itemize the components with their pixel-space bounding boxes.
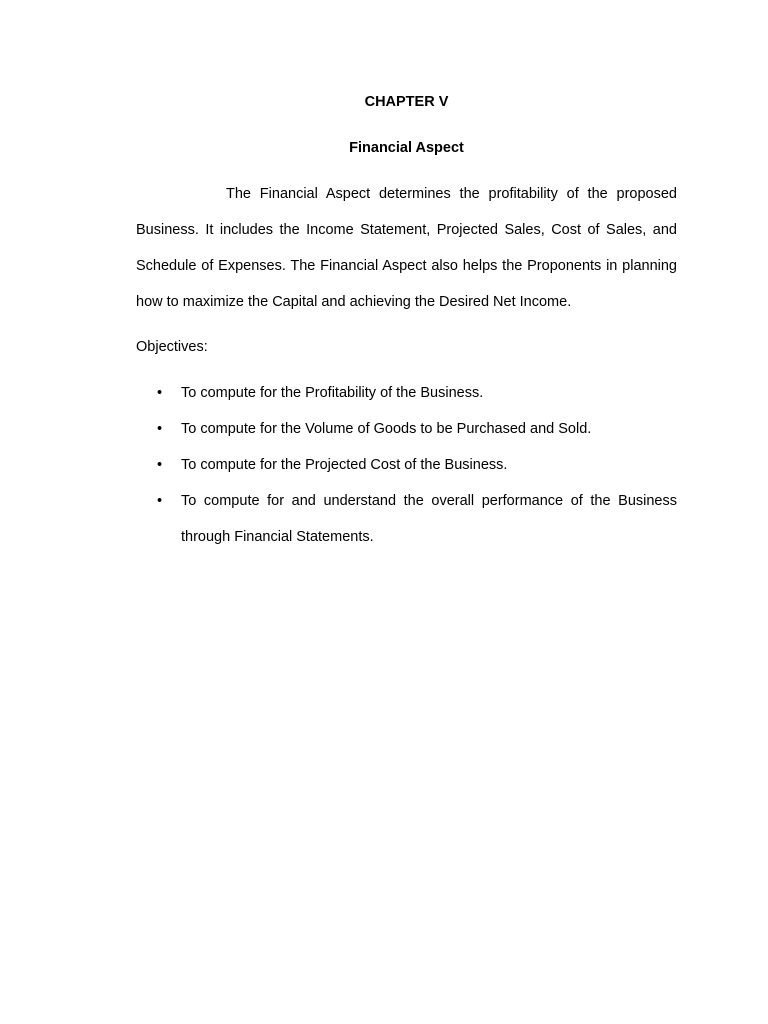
objective-item — [136, 375, 677, 411]
bullet-icon: • — [157, 385, 163, 401]
objective-text: To compute for the Volume of Goods to be Purchased and Sold. — [181, 421, 592, 437]
objective-text: To compute for the Projected Cost of the Business. — [181, 457, 508, 473]
chapter-heading: CHAPTER V — [364, 94, 449, 110]
section-title: Financial Aspect — [349, 140, 464, 156]
bullet-icon: • — [157, 493, 163, 509]
objective-text: To compute for the Profitability of the Business. — [181, 385, 484, 401]
objective-item — [136, 483, 677, 555]
objective-item — [136, 411, 677, 447]
objectives-list — [136, 375, 677, 555]
intro-paragraph: The Financial Aspect determines the profitability of the proposed Business. It includes the Income Statement, Projected Sales, Cost of Sales, and Schedule of Expenses. The Financial Aspect also helps the Proponents in planning how to maximize the Capital and achieving the Desired Net Income. — [136, 186, 677, 310]
objective-text: To compute for and understand the overall performance of the Business through Financial Statements. — [181, 493, 677, 545]
bullet-icon: • — [157, 421, 163, 437]
objectives-label: Objectives: — [136, 339, 208, 355]
bullet-icon: • — [157, 457, 163, 473]
objective-item — [136, 447, 677, 483]
